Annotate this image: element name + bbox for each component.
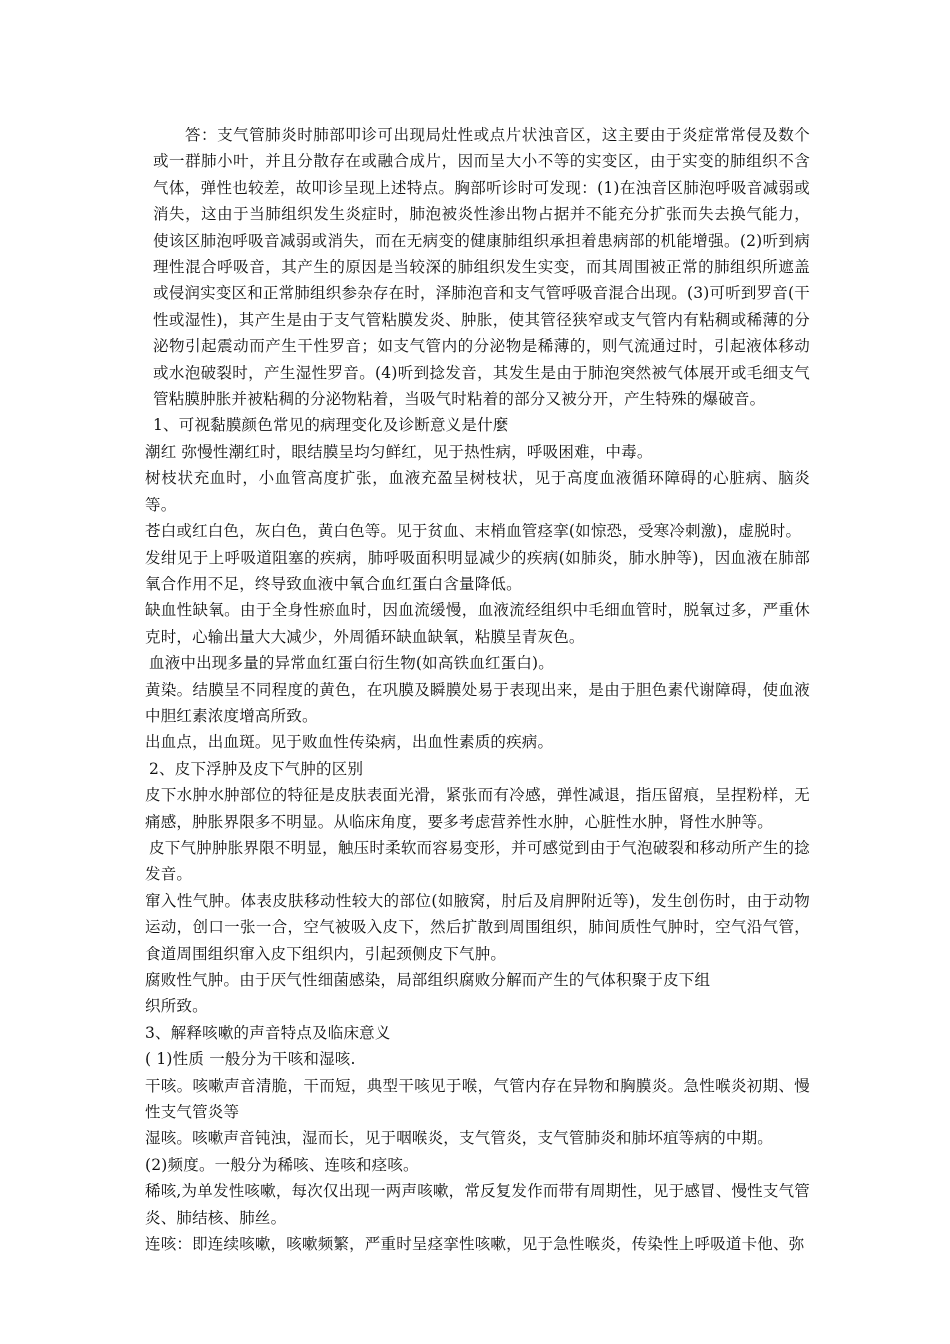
document-body xyxy=(145,122,810,1257)
question-3-heading: 3、解释咳嗽的声音特点及临床意义 xyxy=(145,1023,391,1042)
q2-paragraph-edema: 皮下水肿水肿部位的特征是皮肤表面光滑，紧张而有冷感，弹性减退，指压留痕，呈捏粉样，无痛感，肿胀界限多不明显。从临床角度，要多考虑营养性水肿，心脏性水肿，肾性水肿等。 xyxy=(145,786,810,831)
q1-paragraph-hemorrhage: 出血点，出血斑。见于败血性传染病，出血性素质的疾病。 xyxy=(145,733,554,752)
q1-paragraph-flushing: 潮红 弥慢性潮红时，眼结膜呈均匀鲜红，见于热性病，呼吸困难，中毒。 xyxy=(145,442,653,461)
question-1-heading: 1、可视黏膜颜色常见的病理变化及诊断意义是什麼 xyxy=(153,416,509,435)
q2-paragraph-putrefactive-emphysema: 腐败性气肿。由于厌气性细菌感染，局部组织腐败分解而产生的气体积聚于皮下组 xyxy=(145,971,711,989)
q2-paragraph-putrefactive-emphysema-end: 织所致。 xyxy=(145,997,208,1016)
q1-paragraph-cyanosis: 发绀见于上呼吸道阻塞的疾病，肺呼吸面积明显减少的疾病(如肺炎，肺水肿等)，因血液在肺部氧合作用不足，终导致血液中氧合血红蛋白含量降低。 xyxy=(145,548,810,593)
q2-paragraph-aspiration-emphysema: 窜入性气肿。体表皮肤移动性较大的部位(如腋窝，肘后及肩胛附近等)，发生创伤时，由于动物运动，创口一张一合，空气被吸入皮下，然后扩散到周围组织，肺间质性气肿时，空气沿气管，食道周围组织窜入皮下组织内，引起颈侧皮下气肿。 xyxy=(145,891,810,963)
q3-paragraph-wet-cough: 湿咳。咳嗽声音钝浊，湿而长，见于咽喉炎，支气管炎，支气管肺炎和肺坏疽等病的中期。 xyxy=(145,1129,774,1148)
answer-paragraph: 答：支气管肺炎时肺部叩诊可出现局灶性或点片状浊音区，这主要由于炎症常常侵及数个或一群肺小叶，并且分散存在或融合成片，因而呈大小不等的实变区，由于实变的肺组织不含气体，弹性也较差，故叩诊呈现上述特点。胸部听诊时可发现：(1)在浊音区肺泡呼吸音减弱或消失，这由于当肺组织发生炎症时，肺泡被炎性渗出物占据并不能充分扩张而失去换气能力，使该区肺泡呼吸音减弱或消失，而在无病变的健康肺组织承担着患病部的机能增强。(2)听到病理性混合呼吸音，其产生的原因是当较深的肺组织发生实变，而其周围被正常的肺组织所遮盖或侵润实变区和正常肺组织参杂存在时，泽肺泡音和支气管呼吸音混合出现。(3)可听到罗音(干性或湿性)，其产生是由于支气管粘膜发炎、肿胀，使其管径狭窄或支气管内有粘稠或稀薄的分泌物引起震动而产生干性罗音；如支气管内的分泌物是稀薄的，则气流通过时，引起液体移动或水泡破裂时，产生湿性罗音。(4)听到捻发音，其发生是由于肺泡突然被气体展开或毛细支气管粘膜肿胀并被粘稠的分泌物粘着，当吸气时粘着的部分又被分开，产生特殊的爆破音。 xyxy=(153,126,810,409)
q1-paragraph-pallor: 苍白或红白色，灰白色，黄白色等。见于贫血、末梢血管痉挛(如惊恐，受寒冷刺激)，虚脱时。 xyxy=(145,522,802,541)
q1-paragraph-abnormal-hemoglobin: 血液中出现多量的异常血红蛋白衍生物(如高铁血红蛋白)。 xyxy=(149,654,554,673)
q2-paragraph-emphysema: 皮下气肿肿胀界限不明显，触压时柔软而容易变形，并可感觉到由于气泡破裂和移动所产生的捻发音。 xyxy=(145,838,810,884)
q3-paragraph-nature: ( 1)性质 一般分为干咳和湿咳. xyxy=(145,1050,356,1069)
question-2-heading: 2、皮下浮肿及皮下气肿的区别 xyxy=(149,759,364,778)
q1-paragraph-congestion: 树枝状充血时，小血管高度扩张，血液充盈呈树枝状，见于高度血液循环障碍的心脏病、脑炎等。 xyxy=(145,469,810,514)
q3-paragraph-continuous-cough: 连咳：即连续咳嗽，咳嗽频繁，严重时呈痉挛性咳嗽，见于急性喉炎，传染性上呼吸道卡他、弥 xyxy=(145,1235,805,1254)
q1-paragraph-jaundice: 黄染。结膜呈不同程度的黄色，在巩膜及瞬膜处易于表现出来，是由于胆色素代谢障碍，使血液中胆红素浓度增高所致。 xyxy=(145,680,810,725)
q3-paragraph-frequency: (2)频度。一般分为稀咳、连咳和痉咳。 xyxy=(145,1155,419,1174)
q1-paragraph-ischemic-hypoxia: 缺血性缺氧。由于全身性瘀血时，因血流缓慢，血液流经组织中毛细血管时，脱氧过多，严重休克时，心输出量大大减少，外周循环缺血缺氧，粘膜呈青灰色。 xyxy=(145,601,810,646)
q3-paragraph-dry-cough: 干咳。咳嗽声音清脆，干而短，典型干咳见于喉，气管内存在异物和胸膜炎。急性喉炎初期、慢性支气管炎等 xyxy=(145,1076,810,1122)
q3-paragraph-sparse-cough: 稀咳,为单发性咳嗽，每次仅出现一两声咳嗽，常反复发作而带有周期性，见于感冒、慢性支气管炎、肺结核、肺丝。 xyxy=(145,1182,810,1227)
